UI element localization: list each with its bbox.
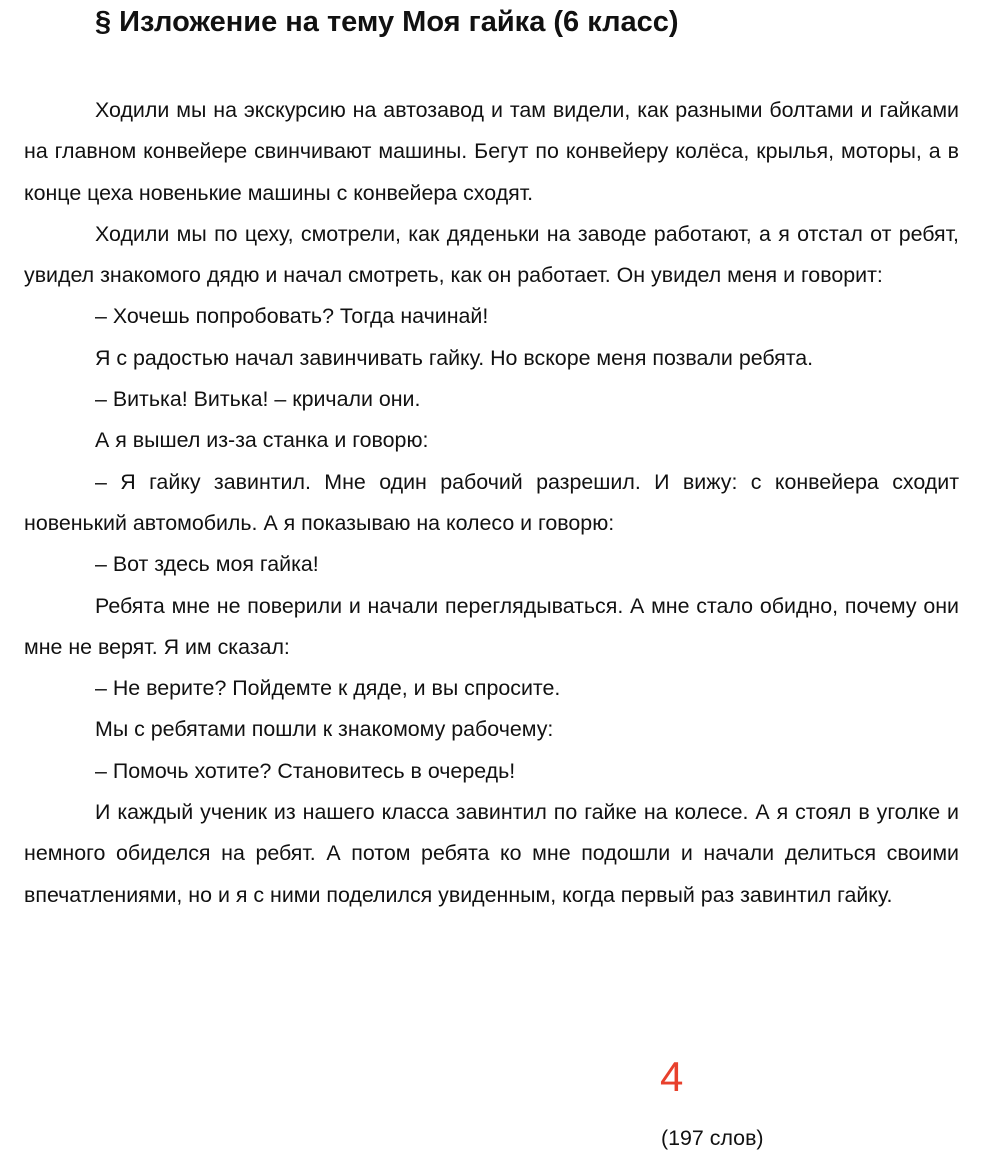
paragraph: – Помочь хотите? Становитесь в очередь! (95, 758, 516, 783)
paragraph: – Не верите? Пойдемте к дяде, и вы спросите. (95, 676, 561, 701)
document-title: § Изложение на тему Моя гайка (6 класс) (95, 6, 679, 38)
paragraph: Ребята мне не поверили и начали переглядываться. А мне стало обидно, почему они мне не верят. Я им сказал: (24, 593, 959, 659)
paragraph: И каждый ученик из нашего класса завинтил по гайке на колесе. А я стоял в уголке и немного обиделся на ребят. А потом ребята ко мне подошли и начали делиться своими впечатлениями, но и я с ними поделился увиденным, когда первый раз завинтил гайку. (24, 800, 959, 907)
grade-mark: 4 (660, 1053, 684, 1100)
paragraph: А я вышел из-за станка и говорю: (95, 428, 429, 453)
paragraph: Ходили мы на экскурсию на автозавод и там видели, как разными болтами и гайками на главном конвейере свинчивают машины. Бегут по конвейеру колёса, крылья, моторы, а в конце цеха новенькие машины с конвейера сходят. (24, 98, 959, 205)
paragraph: Ходили мы по цеху, смотрели, как дяденьки на заводе работают, а я отстал от ребят, увидел знакомого дядю и начал смотреть, как он работает. Он увидел меня и говорит: (24, 221, 959, 288)
paragraph: – Я гайку завинтил. Мне один рабочий разрешил. И вижу: с конвейера сходит новенький автомобиль. А я показываю на колесо и говорю: (24, 469, 959, 535)
word-count: (197 слов) (661, 1126, 764, 1150)
paragraph: Я с радостью начал завинчивать гайку. Но вскоре меня позвали ребята. (95, 345, 814, 370)
document-body (24, 90, 959, 916)
paragraph: – Хочешь попробовать? Тогда начинай! (95, 304, 489, 329)
paragraph: – Витька! Витька! – кричали они. (95, 387, 421, 412)
paragraph: Мы с ребятами пошли к знакомому рабочему: (95, 717, 554, 742)
paragraph: – Вот здесь моя гайка! (95, 552, 319, 577)
